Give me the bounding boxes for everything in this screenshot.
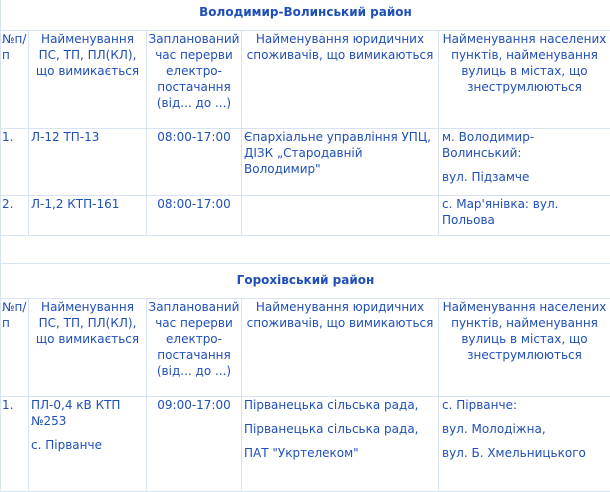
col-pc-header: Найменування ПС, ТП, ПЛ(КЛ), що вимикається bbox=[29, 30, 147, 128]
row-pc bbox=[29, 128, 147, 195]
table-row bbox=[1, 195, 610, 235]
row-num: 2. bbox=[1, 195, 29, 235]
consumer-line: Єпархіальне управління УПЦ, bbox=[244, 129, 438, 145]
row-num: 1. bbox=[1, 396, 29, 491]
col-time-header: Запланований час перерви електро-постачання (від... до ...) bbox=[147, 30, 242, 128]
row-time: 08:00-17:00 bbox=[147, 128, 242, 195]
col-consumers-header: Найменування юридичних споживачів, що вимикаються bbox=[242, 30, 439, 128]
row-pc bbox=[29, 195, 147, 235]
pc-line: с. Пірванче bbox=[31, 437, 146, 453]
table-header-row bbox=[1, 298, 610, 396]
settlement-line: вул. Б. Хмельницького bbox=[442, 445, 610, 461]
col-consumers-header: Найменування юридичних споживачів, що вимикаються bbox=[242, 298, 439, 396]
row-settlements bbox=[439, 128, 610, 195]
pc-line: Л-1,2 КТП-161 bbox=[31, 196, 146, 212]
row-consumers bbox=[242, 195, 439, 235]
settlement-line: с. Пірванче: bbox=[442, 397, 610, 413]
consumer-line: ПАТ "Укртелеком" bbox=[244, 445, 438, 461]
col-settlements-header: Найменування населених пунктів, найменування вулиць в містах, що знеструмлюються bbox=[439, 298, 610, 396]
row-consumers bbox=[242, 128, 439, 195]
row-time: 09:00-17:00 bbox=[147, 396, 242, 491]
col-num-header: №п/п bbox=[1, 298, 29, 396]
district-title: Горохівський район bbox=[1, 263, 610, 298]
settlement-line: вул. Молодіжна, bbox=[442, 421, 610, 437]
row-settlements bbox=[439, 195, 610, 235]
district-title: Володимир-Волинський район bbox=[1, 0, 610, 30]
consumer-line: ДІЗК „Стародавній Володимир" bbox=[244, 145, 438, 177]
pc-line: Л-12 ТП-13 bbox=[31, 129, 146, 145]
settlement-line: вул. Підзамче bbox=[442, 169, 610, 185]
settlement-line: м. Володимир-Волинський: bbox=[442, 129, 610, 161]
row-time: 08:00-17:00 bbox=[147, 195, 242, 235]
row-settlements bbox=[439, 396, 610, 491]
row-num: 1. bbox=[1, 128, 29, 195]
col-settlements-header: Найменування населених пунктів, найменування вулиць в містах, що знеструмлюються bbox=[439, 30, 610, 128]
table-header-row bbox=[1, 30, 610, 128]
consumer-line: Пірванецька сільська рада, bbox=[244, 397, 438, 413]
district-header bbox=[1, 263, 610, 298]
col-time-header: Запланований час перерви електро-постачання (від... до ...) bbox=[147, 298, 242, 396]
col-pc-header: Найменування ПС, ТП, ПЛ(КЛ), що вимикається bbox=[29, 298, 147, 396]
consumer-line: Пірванецька сільська рада, bbox=[244, 421, 438, 437]
table-row bbox=[1, 128, 610, 195]
col-num-header: №п/п bbox=[1, 30, 29, 128]
district-spacer bbox=[1, 235, 610, 263]
settlement-line: с. Мар'янівка: вул. Польова bbox=[442, 196, 610, 228]
table-row bbox=[1, 396, 610, 491]
pc-line: ПЛ-0,4 кВ КТП №253 bbox=[31, 397, 146, 429]
row-pc bbox=[29, 396, 147, 491]
row-consumers bbox=[242, 396, 439, 491]
district-header bbox=[1, 0, 610, 30]
